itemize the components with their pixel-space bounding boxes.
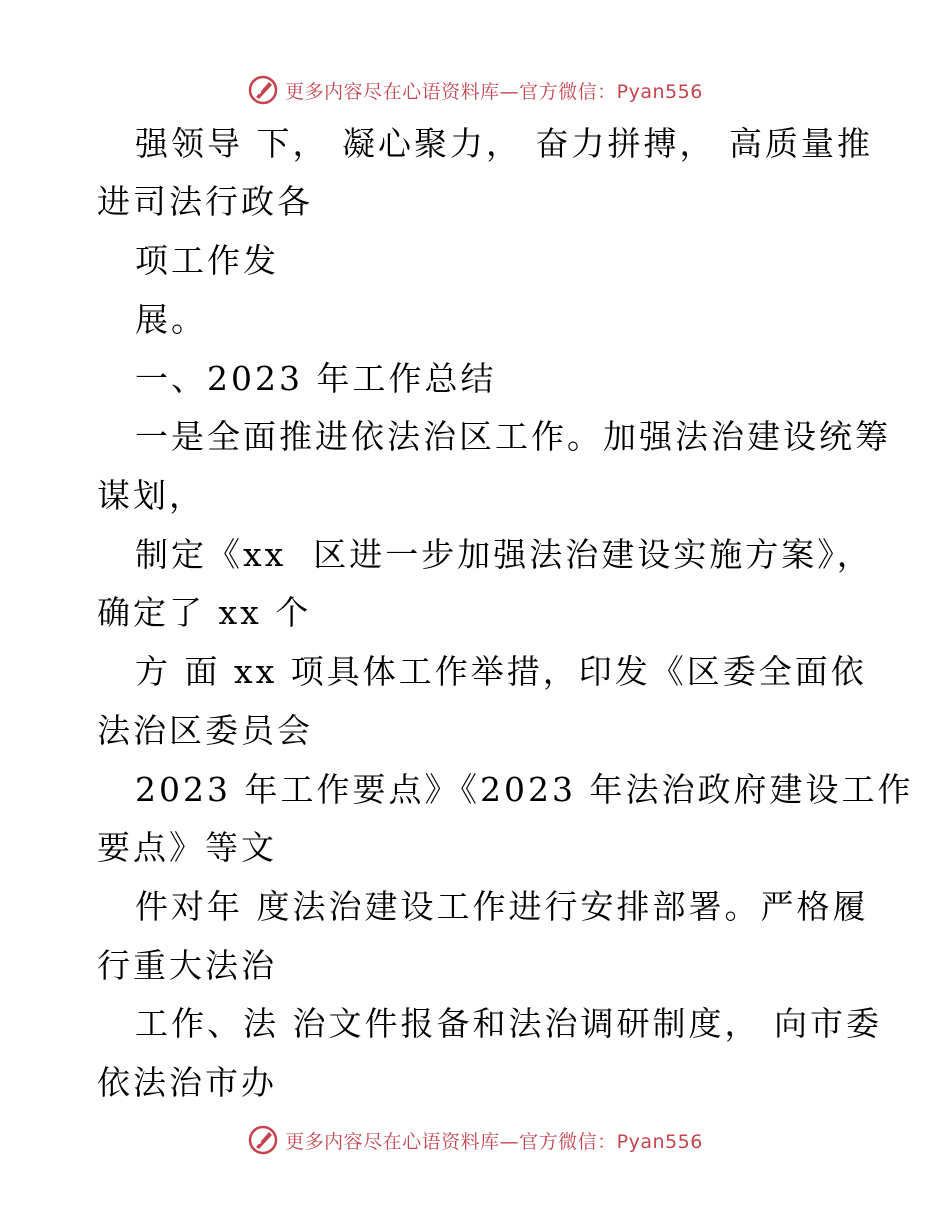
paragraph-line: 一是全面推进依法治区工作。加强法治建设统筹 xyxy=(135,417,891,456)
section-heading: 一、2023 年工作总结 xyxy=(135,359,497,398)
watermark-text: 更多内容尽在心语资料库—官方微信：Pyan556 xyxy=(285,80,703,103)
paragraph-line: 件对年 度法治建设工作进行安排部署。严格履 xyxy=(135,887,869,926)
paragraph-line: 要点》等文 xyxy=(97,828,277,867)
paragraph-line: 强领导 下， 凝心聚力， 奋力拼搏， 高质量推 xyxy=(135,124,873,163)
paragraph-line: 方 面 xx 项具体工作举措，印发《区委全面依 xyxy=(135,652,867,691)
watermark-text: 更多内容尽在心语资料库—官方微信：Pyan556 xyxy=(285,1130,703,1153)
paragraph-line: 工作、法 治文件报备和法治调研制度， 向市委 xyxy=(135,1004,882,1043)
paragraph-line: 谋划， xyxy=(97,476,205,515)
quill-logo-icon xyxy=(247,1124,279,1156)
paragraph-line: 确定了 xx 个 xyxy=(97,593,312,632)
paragraph-line: 行重大法治 xyxy=(97,946,277,985)
paragraph-line: 法治区委员会 xyxy=(97,711,313,750)
paragraph-line: 项工作发 xyxy=(135,241,279,280)
paragraph-line: 进司法行政各 xyxy=(97,182,313,221)
footer-watermark xyxy=(0,1120,950,1160)
quill-logo-icon xyxy=(247,74,279,106)
paragraph-line: 制定《xx 区进一步加强法治建设实施方案》， xyxy=(135,535,873,574)
paragraph-line: 2023 年工作要点》《2023 年法治政府建设工作 xyxy=(135,770,914,809)
header-watermark xyxy=(0,70,950,110)
paragraph-line: 依法治市办 xyxy=(97,1063,277,1102)
paragraph-line: 展。 xyxy=(135,300,207,339)
